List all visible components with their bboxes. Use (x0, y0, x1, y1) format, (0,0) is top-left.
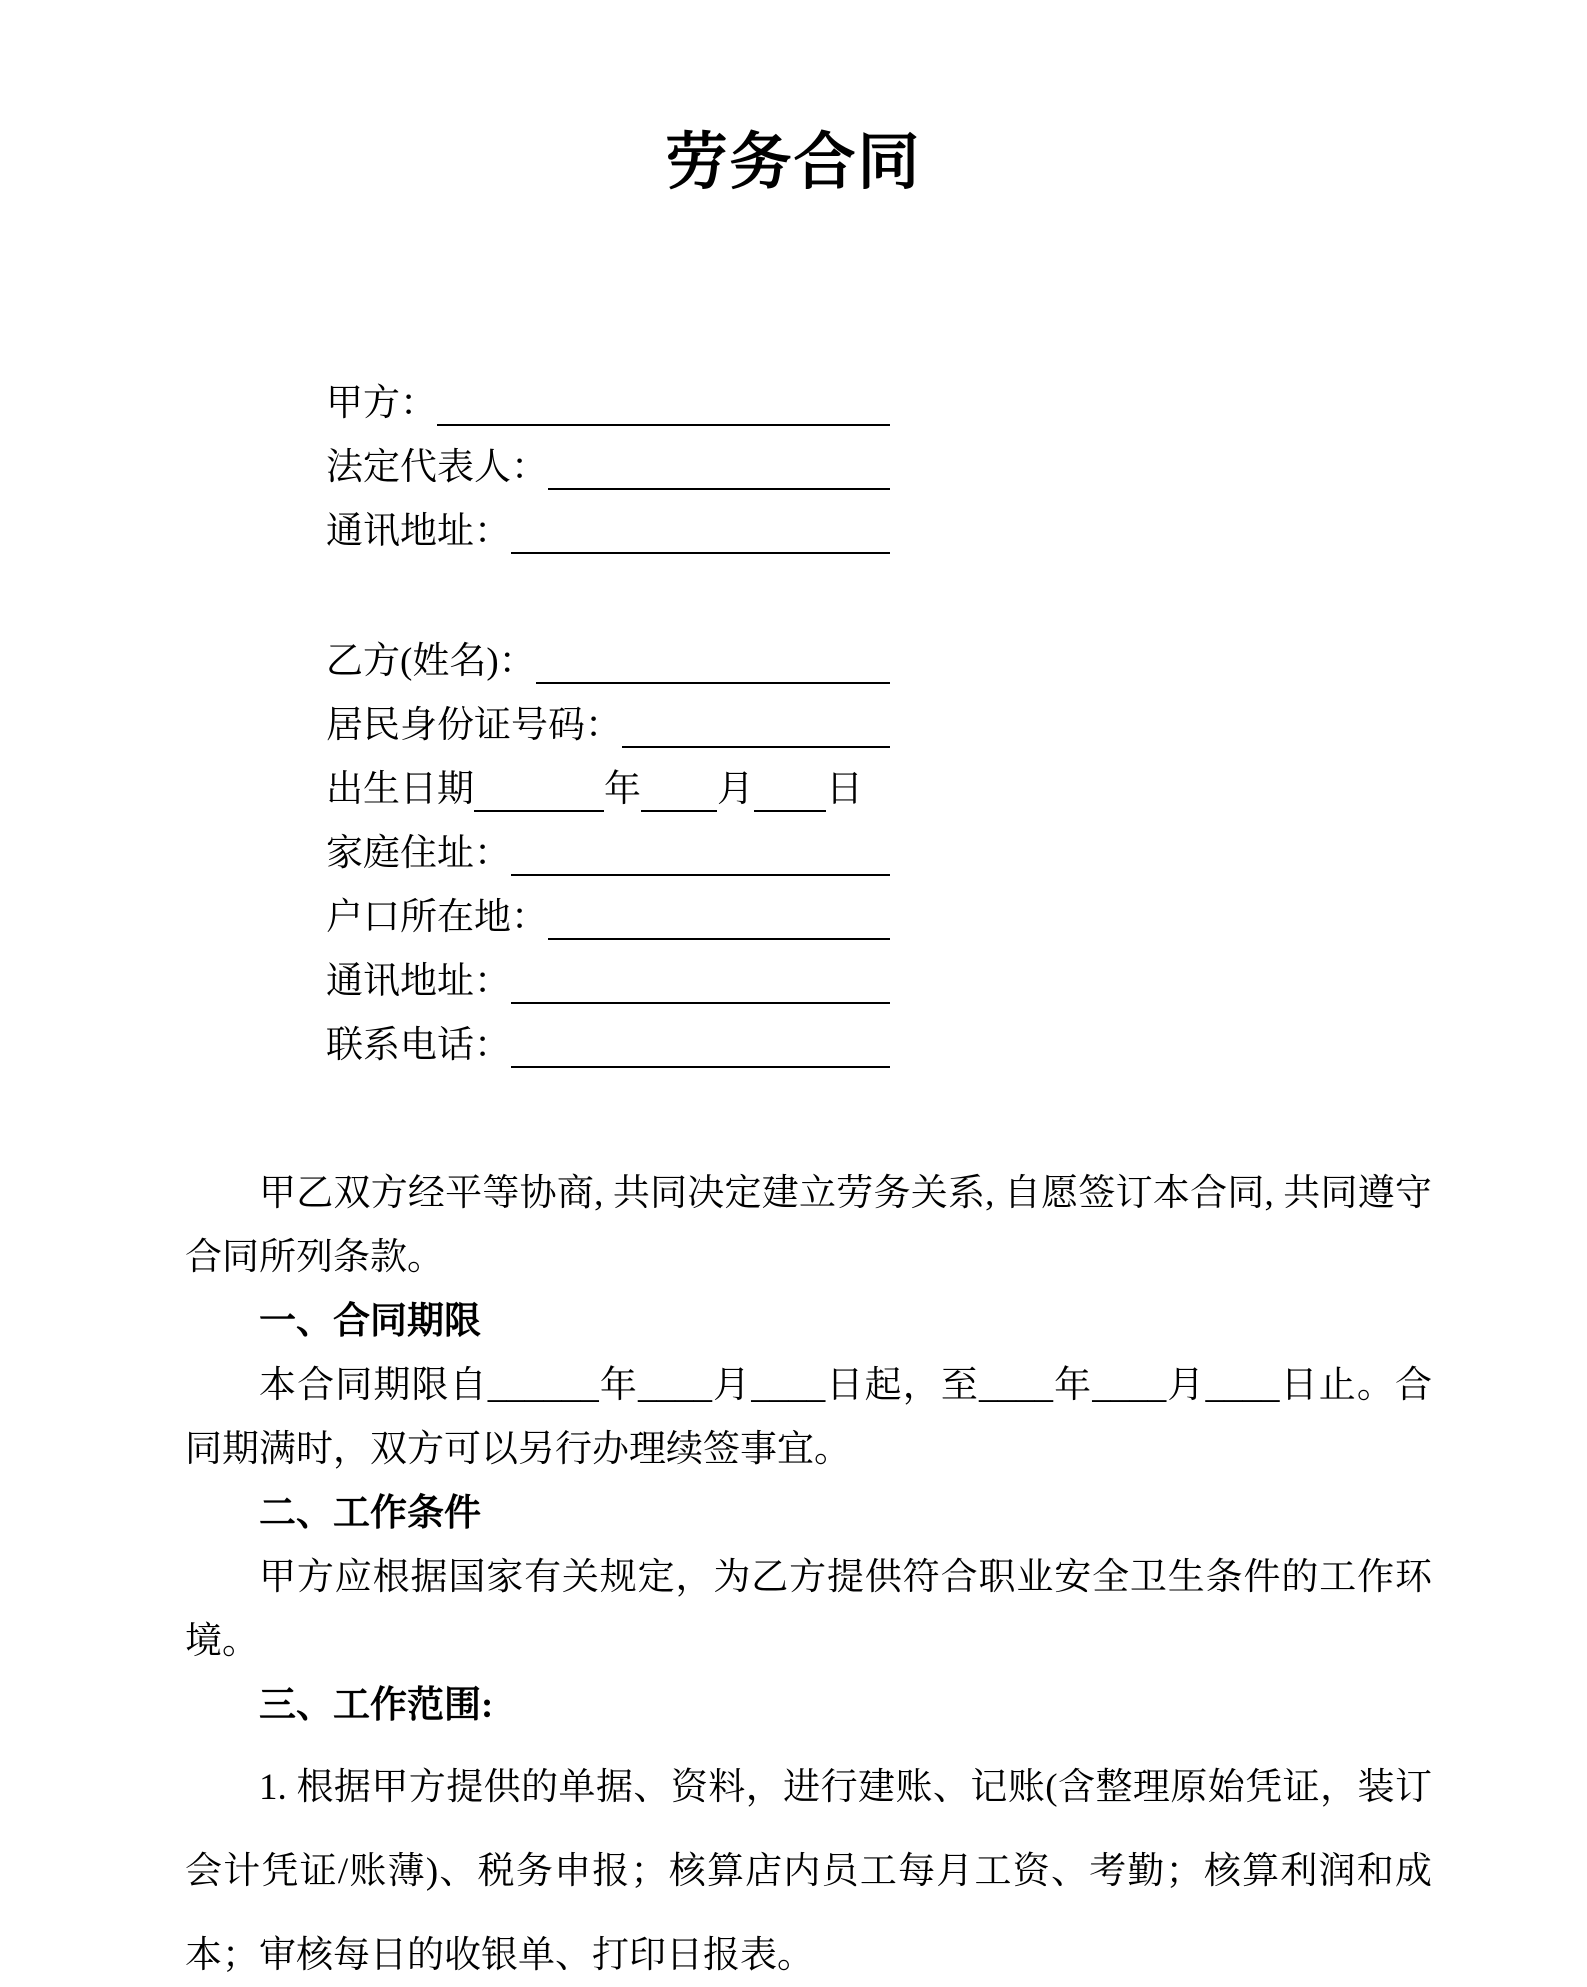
party-b-id-number-label: 居民身份证号码： (326, 705, 622, 746)
document-title: 劳务合同 (665, 129, 922, 197)
parties-form (326, 362, 890, 1068)
section-1-text: 本合同期限自______年____月____日起，至____年____月____日止。合同期满时，双方可以另行办理续签事宜。 (185, 1365, 1432, 1470)
form-row-party-b-id-number (326, 684, 890, 748)
birth-year-field[interactable] (474, 748, 604, 812)
party-b-phone-field[interactable] (511, 1004, 890, 1068)
party-b-household-registration-label: 户口所在地： (326, 897, 548, 938)
form-row-party-a-legal-representative (326, 426, 890, 490)
section-1-heading: 一、合同期限 (259, 1301, 481, 1342)
party-a-name-label: 甲方： (326, 383, 437, 424)
form-row-party-b-household-registration (326, 876, 890, 940)
party-a-mailing-address-label: 通讯地址： (326, 511, 511, 552)
party-a-legal-representative-field[interactable] (548, 426, 890, 490)
section-2-heading: 二、工作条件 (259, 1493, 481, 1534)
preamble-paragraph: 甲乙双方经平等协商, 共同决定建立劳务关系, 自愿签订本合同, 共同遵守合同所列条款。 (185, 1173, 1432, 1278)
form-row-party-b-birth-date (326, 748, 890, 812)
party-b-phone-label: 联系电话： (326, 1025, 511, 1066)
form-row-party-b-mailing-address (326, 940, 890, 1004)
contract-body (185, 1162, 1432, 1987)
party-b-home-address-field[interactable] (511, 812, 890, 876)
party-b-id-number-field[interactable] (622, 684, 890, 748)
party-b-name-field[interactable] (536, 620, 890, 684)
birth-date-label: 出生日期 (326, 769, 474, 810)
party-a-legal-representative-label: 法定代表人： (326, 447, 548, 488)
party-b-name-label: 乙方(姓名)： (326, 641, 536, 682)
section-3-text: 1. 根据甲方提供的单据、资料，进行建账、记账(含整理原始凭证，装订会计凭证/账薄)、税务申报；核算店内员工每月工资、考勤；核算利润和成本；审核每日的收银单、打印日报表。 (185, 1767, 1432, 1976)
birth-month-suffix: 月 (717, 769, 754, 810)
party-b-mailing-address-label: 通讯地址： (326, 961, 511, 1002)
form-row-party-a-name (326, 362, 890, 426)
section-3-heading: 三、工作范围: (259, 1685, 494, 1726)
form-row-party-b-phone (326, 1004, 890, 1068)
form-row-party-b-home-address (326, 812, 890, 876)
birth-day-suffix: 日 (826, 769, 863, 810)
party-b-home-address-label: 家庭住址： (326, 833, 511, 874)
party-a-name-field[interactable] (437, 362, 890, 426)
party-a-mailing-address-field[interactable] (511, 490, 890, 554)
section-2-text: 甲方应根据国家有关规定，为乙方提供符合职业安全卫生条件的工作环境。 (185, 1557, 1432, 1662)
birth-day-field[interactable] (754, 748, 826, 812)
birth-year-suffix: 年 (604, 769, 641, 810)
form-row-party-a-mailing-address (326, 490, 890, 554)
party-b-mailing-address-field[interactable] (511, 940, 890, 1004)
birth-month-field[interactable] (641, 748, 717, 812)
form-row-party-b-name (326, 620, 890, 684)
party-b-household-registration-field[interactable] (548, 876, 890, 940)
party-b-block (326, 620, 890, 1068)
